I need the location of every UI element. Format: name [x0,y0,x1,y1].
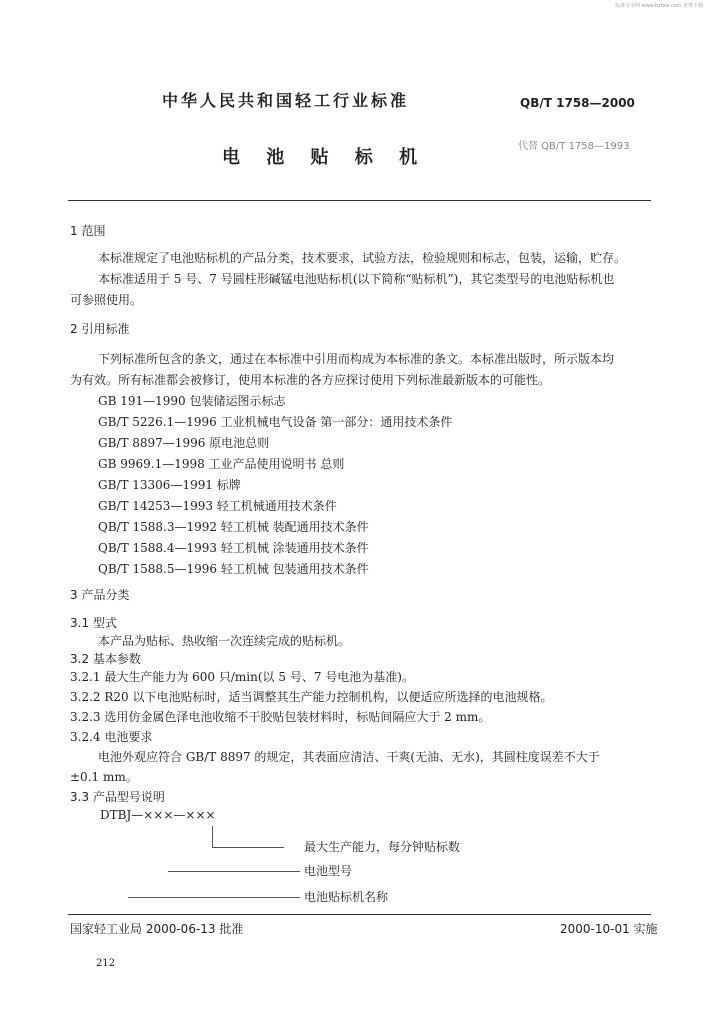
section-3-3-heading: 3.3 产品型号说明 [70,790,165,804]
header-rule [68,200,651,201]
replaces-standard: 代替 QB/T 1758—1993 [518,141,630,152]
section-3-2-4-heading: 3.2.4 电池要求 [70,730,153,744]
reference-item: GB/T 5226.1—1996 工业机械电气设备 第一部分：通用技术条件 [98,415,453,429]
issue-date: 国家轻工业局 2000-06-13 批准 [70,922,244,936]
leader-line-1 [212,847,284,848]
issuing-organization: 中华人民共和国轻工行业标准 [162,91,410,110]
document-title: 电 池 贴 标 机 [222,147,428,168]
section-1-scope-line-1: 本标准适用于 5 号、7 号圆柱形碱锰电池贴标机(以下简称“贴标机”)，其它类型号的电池贴标机也 [98,272,615,286]
model-label-machine-name: 电池贴标机名称 [304,890,389,904]
reference-item: QB/T 1588.3—1992 轻工机械 装配通用技术条件 [98,520,369,534]
leader-line-vertical-1 [212,826,213,847]
leader-line-3 [128,897,300,898]
section-3-2-3: 3.2.3 选用仿金属色泽电池收缩不干胶贴包装材料时，标贴间隔应大于 2 mm。 [70,710,491,724]
footer-rule [68,914,651,915]
reference-item: GB 9969.1—1998 工业产品使用说明书 总则 [98,457,345,471]
reference-item: QB/T 1588.4—1993 轻工机械 涂装通用技术条件 [98,541,369,555]
reference-item: GB/T 8897—1996 原电池总则 [98,436,270,450]
section-3-2-4-line-1: 电池外观应符合 GB/T 8897 的规定，其表面应清洁、干爽(无油、无水)，其圆柱度误差不大于 [98,750,600,764]
leader-line-2 [168,871,300,872]
watermark: 标准分享网 www.bzfxw.com 免费下载 [615,3,703,9]
section-1-scope-line-2: 可参照使用。 [70,293,143,307]
section-1-paragraph: 本标准规定了电池贴标机的产品分类，技术要求，试验方法，检验规则和标志，包装，运输，贮存。 [98,251,627,265]
section-3-2-1: 3.2.1 最大生产能力为 600 只/min(以 5 号、7 号电池为基准)。 [70,670,414,684]
section-2-line-2: 为有效。所有标准都会被修订，使用本标准的各方应探讨使用下列标准最新版本的可能性。 [70,373,551,387]
reference-item: QB/T 1588.5—1996 轻工机械 包装通用技术条件 [98,562,369,576]
reference-item: GB/T 13306—1991 标牌 [98,478,241,492]
model-label-capacity: 最大生产能力，每分钟贴标数 [304,840,461,854]
section-1-heading: 1 范围 [70,224,106,238]
section-3-1-paragraph: 本产品为贴标、热收缩一次连续完成的贴标机。 [98,634,351,648]
section-3-heading: 3 产品分类 [70,588,130,602]
section-3-1-heading: 3.1 型式 [70,616,117,630]
standard-number: QB/T 1758—2000 [520,96,635,110]
section-3-2-2: 3.2.2 R20 以下电池贴标时，适当调整其生产能力控制机构，以便适应所选择的电池规格。 [70,690,553,704]
model-label-battery-type: 电池型号 [304,864,353,878]
effective-date: 2000-10-01 实施 [560,922,658,936]
model-code: DTBJ—×××—××× [100,808,216,822]
reference-item: GB 191—1990 包装储运图示标志 [98,394,286,408]
section-3-2-4-line-2: ±0.1 mm。 [70,770,138,784]
section-3-2-heading: 3.2 基本参数 [70,652,141,666]
reference-item: GB/T 14253—1993 轻工机械通用技术条件 [98,499,337,513]
page-number: 212 [96,958,116,969]
section-2-line-1: 下列标准所包含的条文，通过在本标准中引用而构成为本标准的条文。本标准出版时，所示版本均 [98,352,615,366]
section-2-heading: 2 引用标准 [70,322,130,336]
